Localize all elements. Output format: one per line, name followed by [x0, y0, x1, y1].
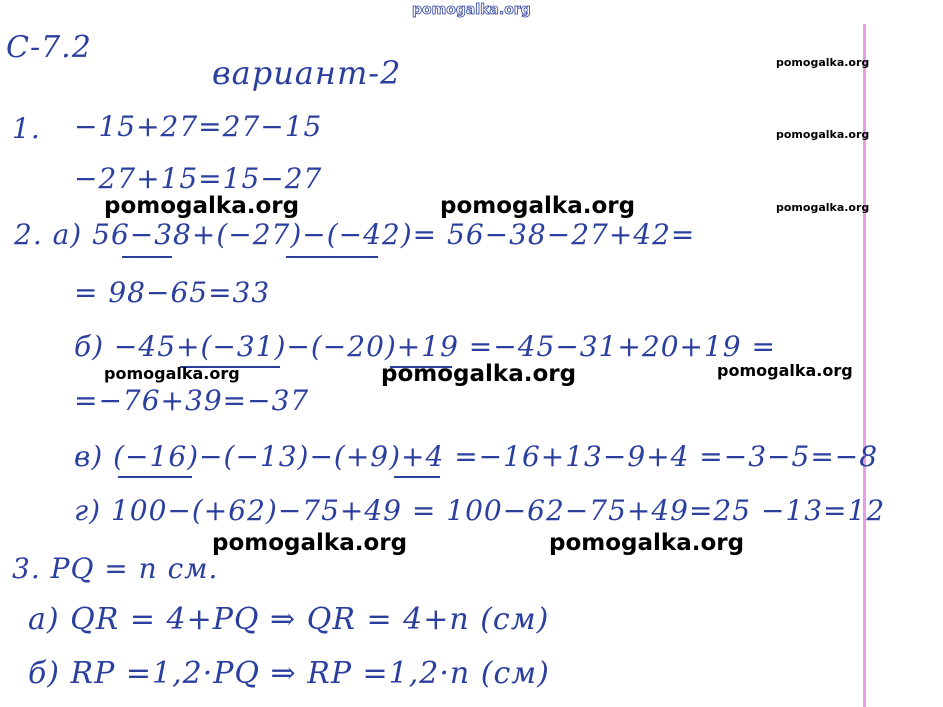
task3-line: 3. PQ = n см.: [12, 552, 219, 585]
task2d-line: г) 100−(+62)−75+49 = 100−62−75+49=25 −13=12: [74, 494, 886, 527]
work-code: С-7.2: [6, 30, 92, 65]
task2b-line2: =−76+39=−37: [74, 384, 310, 417]
underline-minus16: [118, 476, 192, 478]
header-watermark: pomogalka.org: [412, 2, 531, 18]
notebook-margin-line: [863, 24, 866, 707]
underline-minus27: [286, 256, 378, 258]
watermark-large-4: pomogalka.org: [212, 530, 408, 556]
watermark-mid-1: pomogalka.org: [104, 364, 240, 383]
watermark-mid-2: pomogalka.org: [717, 361, 853, 380]
task2a-line2: = 98−65=33: [74, 276, 271, 309]
watermark-small-1: pomogalka.org: [776, 56, 870, 69]
task2b-line1: б) −45+(−31)−(−20)+19 =−45−31+20+19 =: [74, 330, 776, 363]
watermark-small-3: pomogalka.org: [776, 201, 870, 214]
task3b-line: б) RP =1,2·PQ ⇒ RP =1,2·n (см): [28, 656, 550, 691]
underline-56: [122, 256, 172, 258]
watermark-large-3: pomogalka.org: [381, 361, 577, 387]
task1-line-a: −15+27=27−15: [74, 110, 323, 143]
task2a-line1: 2. а) 56−38+(−27)−(−42)= 56−38−27+42=: [14, 218, 696, 251]
watermark-large-1: pomogalka.org: [104, 193, 300, 219]
task3a-line: а) QR = 4+PQ ⇒ QR = 4+n (см): [28, 602, 550, 637]
task1-line-b: −27+15=15−27: [74, 162, 323, 195]
underline-plus4: [394, 476, 440, 478]
watermark-large-5: pomogalka.org: [549, 530, 745, 556]
task2c-line: в) (−16)−(−13)−(+9)+4 =−16+13−9+4 =−3−5=−8: [74, 440, 879, 473]
watermark-small-2: pomogalka.org: [776, 128, 870, 141]
watermark-large-2: pomogalka.org: [440, 193, 636, 219]
task1-number: 1.: [12, 112, 41, 145]
variant-title: вариант-2: [212, 54, 402, 92]
